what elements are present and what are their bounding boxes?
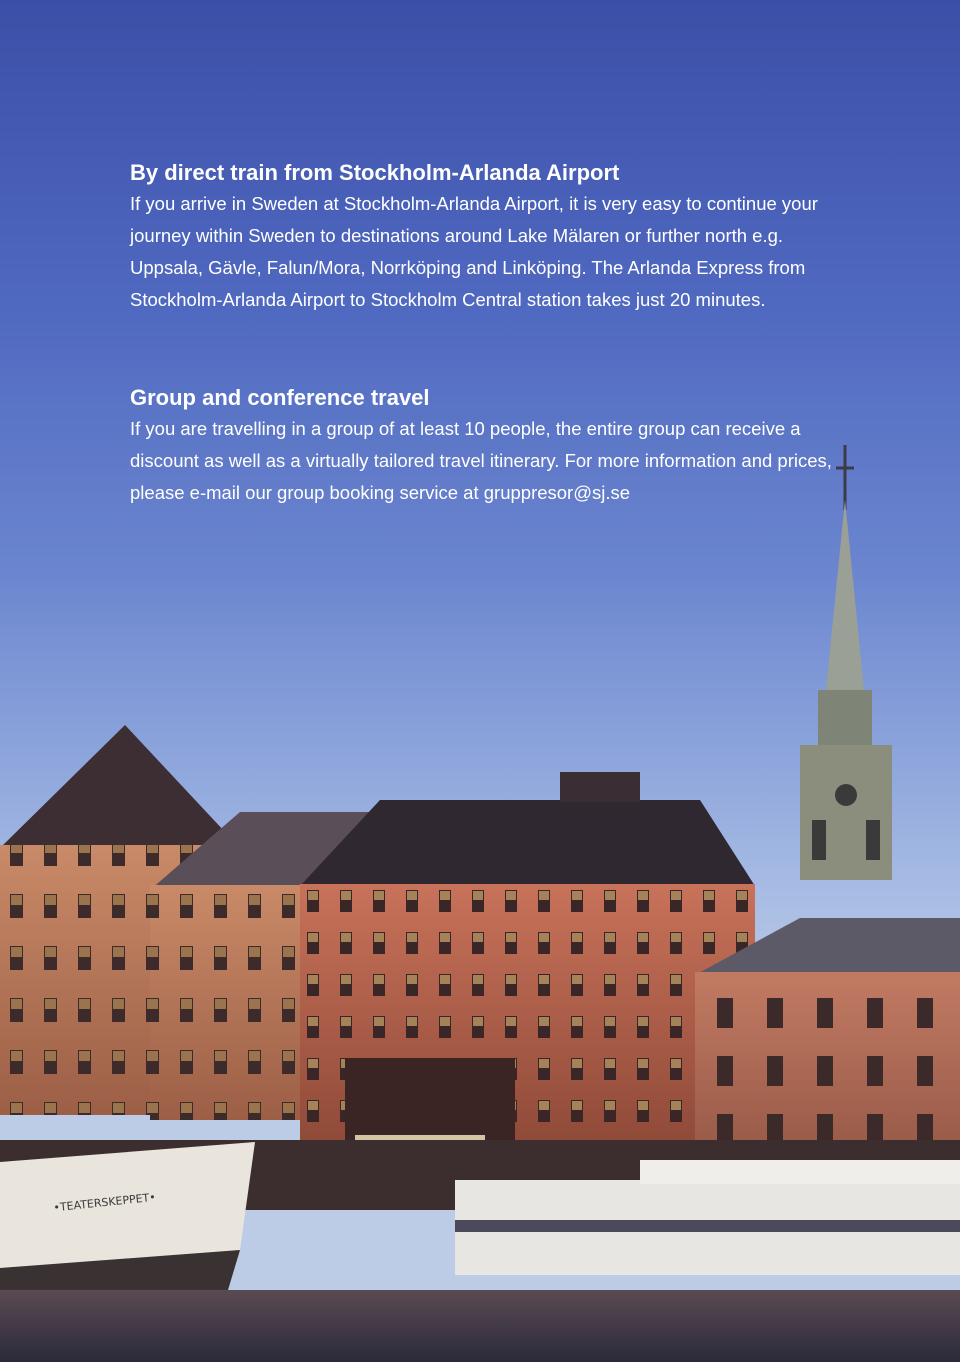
right-building bbox=[695, 918, 960, 1172]
ship-name: •TEATERSKEPPET• bbox=[52, 1190, 157, 1215]
church-spire bbox=[800, 445, 892, 880]
water bbox=[0, 1290, 960, 1362]
section-group-travel bbox=[130, 383, 850, 509]
section-body: If you are travelling in a group of at least 10 people, the entire group can receive a discount as well as a virtually tailored travel itinerary. For more information and prices, please e-mail our group booking service at gruppresor@sj.se bbox=[130, 418, 832, 503]
section-heading: Group and conference travel bbox=[130, 385, 430, 410]
section-body: If you arrive in Sweden at Stockholm-Arlanda Airport, it is very easy to continue your journey within Sweden to destinations around Lake Mälaren or further north e.g. Uppsala, Gävle, Falun/Mora, Norrköping and Linköping. The Arlanda Express from Stockholm-Arlanda Airport to Stockholm Central station takes just 20 minutes. bbox=[130, 193, 818, 310]
central-hotel-building bbox=[300, 772, 755, 1158]
ship-teaterskeppet bbox=[0, 1142, 255, 1305]
section-direct-train bbox=[130, 158, 850, 316]
section-heading: By direct train from Stockholm-Arlanda Airport bbox=[130, 160, 620, 185]
